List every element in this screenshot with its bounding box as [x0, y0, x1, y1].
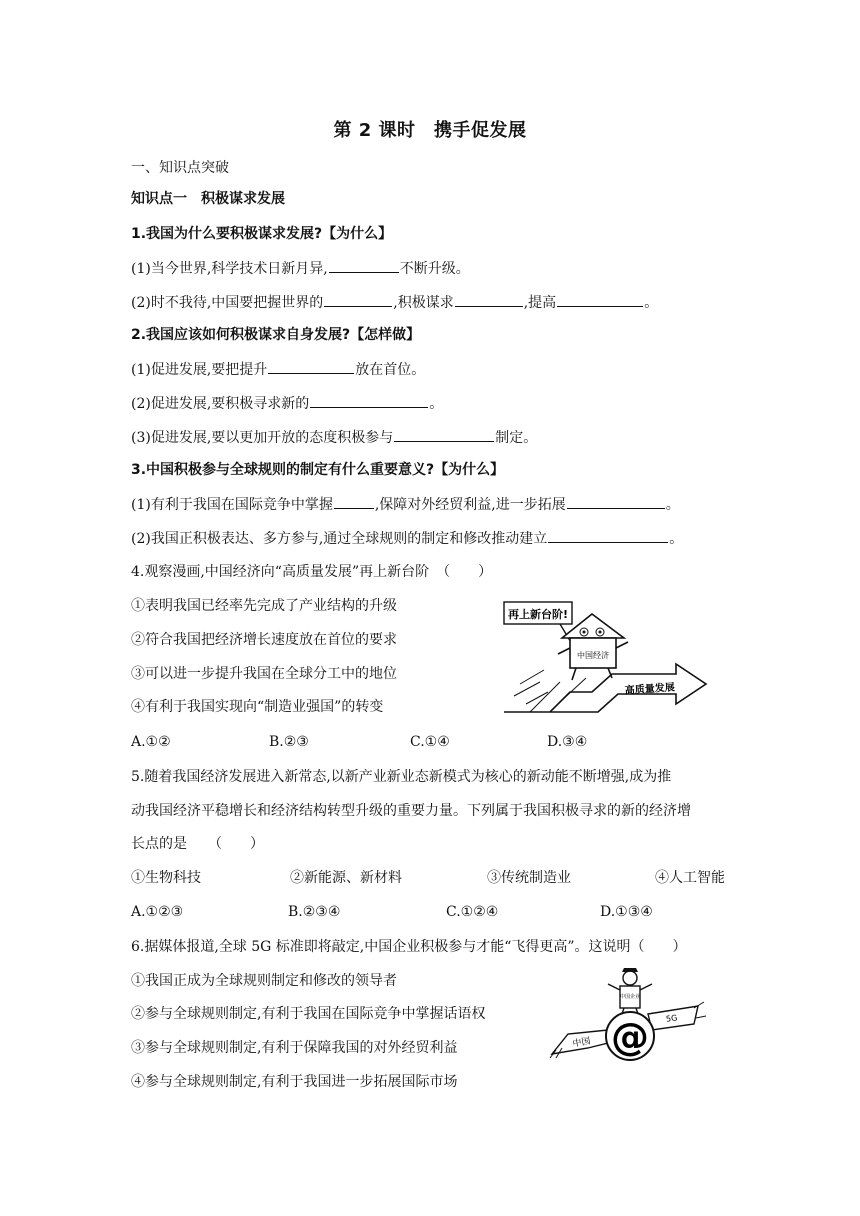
question-6-item-2: ②参与全球规则制定,有利于我国在国际竞争中掌握话语权: [131, 1006, 486, 1022]
question-4-stem: 4.观察漫画,中国经济向“高质量发展”再上新台阶 （ ）: [131, 564, 493, 580]
fill-blank[interactable]: [557, 292, 643, 307]
question-5-item-4: ④人工智能: [655, 870, 725, 886]
cartoon-sign-text: 再上新台阶!: [507, 608, 569, 621]
fill-blank[interactable]: [324, 292, 392, 307]
question-5-line-3: 长点的是 （ ）: [131, 836, 264, 852]
question-1-line-1: (1)当今世界,科学技术日新月异, 不断升级。: [131, 258, 470, 279]
question-5-option-d[interactable]: D.①③④: [600, 904, 653, 920]
cartoon-wing-right-text: 5G: [665, 1013, 678, 1024]
cartoon-body-text: 中国经济: [577, 651, 609, 660]
question-6-item-3: ③参与全球规则制定,有利于保障我国的对外经贸利益: [131, 1040, 458, 1056]
question-5-item-2: ②新能源、新材料: [290, 870, 402, 886]
question-6-item-4: ④参与全球规则制定,有利于我国进一步拓展国际市场: [131, 1074, 458, 1090]
question-4-item-2: ②符合我国把经济增长速度放在首位的要求: [131, 632, 397, 648]
question-4-option-a[interactable]: A.①②: [131, 734, 171, 750]
question-5-item-3: ③传统制造业: [487, 870, 571, 886]
question-4-item-3: ③可以进一步提升我国在全球分工中的地位: [131, 666, 397, 682]
fill-blank[interactable]: [329, 258, 399, 273]
question-1-heading: 1.我国为什么要积极谋求发展?【为什么】: [131, 226, 393, 242]
question-5-option-b[interactable]: B.②③④: [288, 904, 341, 920]
question-2-line-3: (3)促进发展,要以更加开放的态度积极参与 制定。: [131, 427, 537, 448]
question-2-line-1: (1)促进发展,要把提升 放在首位。: [131, 359, 425, 380]
fill-blank[interactable]: [548, 528, 668, 543]
knowledge-point-heading: 知识点一 积极谋求发展: [131, 191, 285, 207]
cartoon-at-symbol: @: [611, 1015, 649, 1059]
page-title: 第 2 课时 携手促发展: [333, 120, 527, 141]
question-6-item-1: ①我国正成为全球规则制定和修改的领导者: [131, 973, 397, 989]
cartoon-arrow-text: 高质量发展: [624, 682, 676, 697]
question-2-line-2: (2)促进发展,要积极寻求新的 。: [131, 393, 443, 414]
question-5-line-2: 动我国经济平稳增长和经济结构转型升级的重要力量。下列属于我国积极寻求的新的经济增: [131, 803, 691, 819]
economy-stairs-cartoon: [500, 592, 710, 716]
cartoon-person-text: 中国企业: [619, 994, 641, 1000]
question-3-heading: 3.中国积极参与全球规则的制定有什么重要意义?【为什么】: [131, 462, 505, 478]
question-3-line-2: (2)我国正积极表达、多方参与,通过全球规则的制定和修改推动建立 。: [131, 528, 683, 549]
fill-blank[interactable]: [334, 494, 374, 509]
question-5-item-1: ①生物科技: [131, 870, 201, 886]
fill-blank[interactable]: [310, 393, 428, 408]
question-4-option-b[interactable]: B.②③: [269, 734, 309, 750]
cartoon-wing-left-text: 中国: [571, 1036, 592, 1050]
fill-blank[interactable]: [567, 494, 665, 509]
question-3-line-1: (1)有利于我国在国际竞争中掌握 ,保障对外经贸利益,进一步拓展 。: [131, 494, 680, 515]
5g-flying-cartoon: [548, 968, 708, 1068]
question-4-item-1: ①表明我国已经率先完成了产业结构的升级: [131, 598, 397, 614]
question-1-line-2: (2)时不我待,中国要把握世界的 ,积极谋求 ,提高 。: [131, 292, 658, 313]
section-heading: 一、知识点突破: [131, 160, 229, 176]
question-6-stem: 6.据媒体报道,全球 5G 标准即将敲定,中国企业积极参与才能“飞得更高”。这说明（ ）: [131, 939, 687, 955]
fill-blank[interactable]: [268, 359, 354, 374]
question-4-item-4: ④有利于我国实现向“制造业强国”的转变: [131, 699, 384, 715]
question-4-option-c[interactable]: C.①④: [410, 734, 450, 750]
fill-blank[interactable]: [394, 427, 494, 442]
question-4-option-d[interactable]: D.③④: [547, 734, 588, 750]
question-5-option-c[interactable]: C.①②④: [446, 904, 499, 920]
fill-blank[interactable]: [455, 292, 523, 307]
question-5-option-a[interactable]: A.①②③: [131, 904, 184, 920]
question-5-line-1: 5.随着我国经济发展进入新常态,以新产业新业态新模式为核心的新动能不断增强,成为推: [131, 769, 672, 785]
question-2-heading: 2.我国应该如何积极谋求自身发展?【怎样做】: [131, 327, 421, 343]
